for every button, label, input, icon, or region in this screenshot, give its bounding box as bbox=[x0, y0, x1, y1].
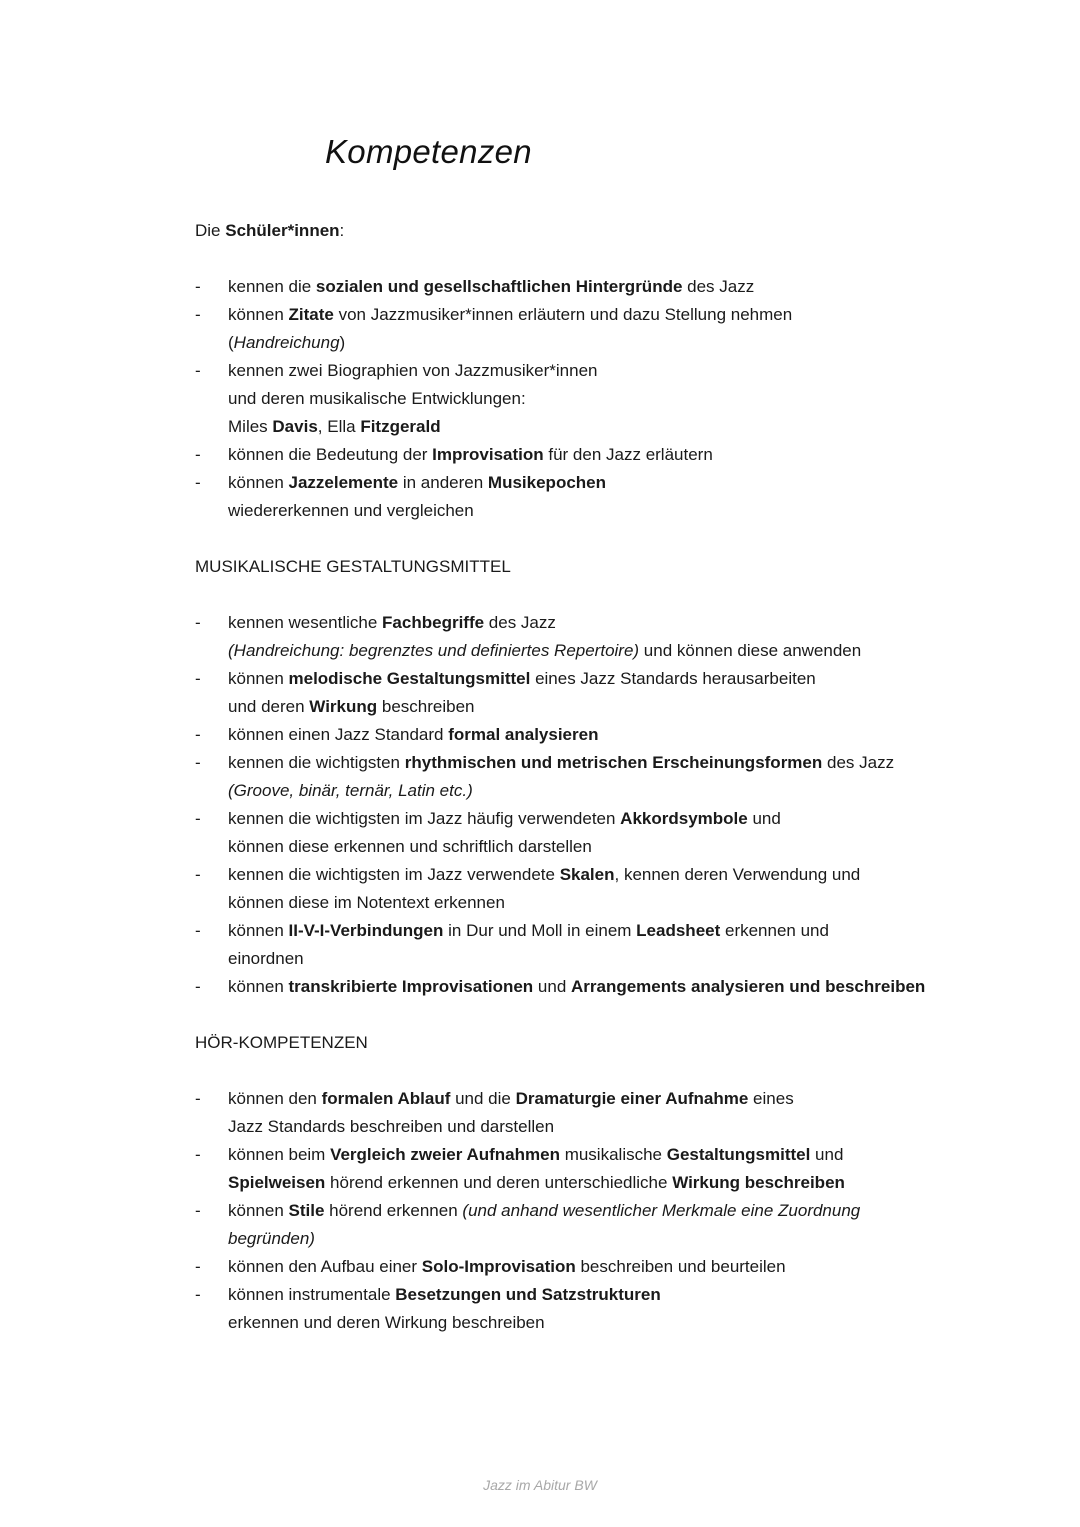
list-item-line bbox=[228, 639, 861, 663]
text-segment: Jazz Standards beschreiben und darstellen bbox=[228, 1117, 555, 1136]
text-segment: musikalische bbox=[559, 1145, 667, 1164]
emphasis-italic: (und anhand wesentlicher Merkmale eine Zuordnung bbox=[462, 1201, 861, 1220]
text-segment: und die bbox=[450, 1089, 516, 1108]
emphasis-bold: Akkordsymbole bbox=[620, 809, 748, 828]
text-segment: und deren bbox=[228, 697, 310, 716]
text-segment: beschreiben und beurteilen bbox=[575, 1257, 786, 1276]
emphasis-italic: Handreichung bbox=[233, 333, 340, 352]
text-segment: ( bbox=[228, 333, 234, 352]
bullet-dash: - bbox=[195, 921, 201, 940]
text-segment: erkennen und bbox=[720, 921, 829, 940]
text-segment: , Ella bbox=[317, 417, 361, 436]
text-segment: Miles bbox=[228, 417, 273, 436]
bullet-dash: - bbox=[195, 977, 201, 996]
text-segment: hörend erkennen und deren unterschiedliche bbox=[325, 1173, 673, 1192]
list-item-line bbox=[228, 975, 925, 999]
section-heading-musical-means: MUSIKALISCHE GESTALTUNGSMITTEL bbox=[195, 557, 511, 576]
text-segment: können diese im Notentext erkennen bbox=[228, 893, 505, 912]
emphasis-bold: Arrangements analysieren und beschreiben bbox=[571, 977, 926, 996]
emphasis-bold: Skalen bbox=[559, 865, 615, 884]
text-segment: und bbox=[810, 1145, 844, 1164]
page-title: Kompetenzen bbox=[325, 133, 532, 170]
list-item-line bbox=[228, 387, 526, 411]
intro-prefix: Die bbox=[195, 221, 226, 240]
text-segment: kennen die wichtigsten bbox=[228, 753, 405, 772]
bullet-dash: - bbox=[195, 865, 201, 884]
emphasis-italic: (Handreichung: begrenztes und definiertes Repertoire) bbox=[228, 641, 640, 660]
list-item-line bbox=[228, 1115, 554, 1139]
intro-subject: Schüler*innen bbox=[225, 221, 340, 240]
emphasis-bold: Wirkung beschreiben bbox=[672, 1173, 845, 1192]
bullet-dash: - bbox=[195, 305, 201, 324]
list-item-line bbox=[228, 359, 598, 383]
emphasis-bold: Gestaltungsmittel bbox=[666, 1145, 811, 1164]
text-segment: und bbox=[533, 977, 571, 996]
text-segment: des Jazz bbox=[822, 753, 895, 772]
emphasis-bold: Stile bbox=[288, 1201, 325, 1220]
text-segment: des Jazz bbox=[682, 277, 755, 296]
emphasis-bold: Vergleich zweier Aufnahmen bbox=[330, 1145, 560, 1164]
emphasis-bold: Improvisation bbox=[432, 445, 544, 464]
list-item-line bbox=[228, 835, 592, 859]
emphasis-italic: (Groove, binär, ternär, Latin etc.) bbox=[228, 781, 473, 800]
emphasis-bold: Jazzelemente bbox=[288, 473, 399, 492]
list-item-line bbox=[228, 1171, 845, 1195]
emphasis-bold: sozialen und gesellschaftlichen Hintergründe bbox=[315, 277, 683, 296]
text-segment: können bbox=[228, 921, 289, 940]
bullet-dash: - bbox=[195, 613, 201, 632]
emphasis-bold: II-V-I-Verbindungen bbox=[288, 921, 444, 940]
emphasis-bold: transkribierte Improvisationen bbox=[288, 977, 534, 996]
emphasis-bold: Leadsheet bbox=[636, 921, 721, 940]
list-item-line bbox=[228, 443, 713, 467]
bullet-dash: - bbox=[195, 277, 201, 296]
text-segment: und deren musikalische Entwicklungen: bbox=[228, 389, 526, 408]
text-segment: kennen zwei Biographien von Jazzmusiker*innen bbox=[228, 361, 598, 380]
emphasis-bold: rhythmischen und metrischen Erscheinungsformen bbox=[404, 753, 823, 772]
bullet-dash: - bbox=[195, 445, 201, 464]
emphasis-bold: Dramaturgie einer Aufnahme bbox=[515, 1089, 749, 1108]
text-segment: kennen die bbox=[228, 277, 316, 296]
text-segment: wiedererkennen und vergleichen bbox=[228, 501, 474, 520]
text-segment: und bbox=[747, 809, 781, 828]
text-segment: können bbox=[228, 977, 289, 996]
list-item-line bbox=[228, 723, 598, 747]
list-item-line bbox=[228, 303, 792, 327]
list-item-line bbox=[228, 1227, 315, 1251]
emphasis-bold: formal analysieren bbox=[448, 725, 599, 744]
intro-suffix: : bbox=[339, 221, 345, 240]
text-segment: des Jazz bbox=[484, 613, 556, 632]
list-item-line bbox=[228, 807, 781, 831]
bullet-dash: - bbox=[195, 361, 201, 380]
text-segment: können diese erkennen und schriftlich darstellen bbox=[228, 837, 592, 856]
emphasis-bold: Musikepochen bbox=[487, 473, 607, 492]
text-segment: können die Bedeutung der bbox=[228, 445, 433, 464]
text-segment: erkennen und deren Wirkung beschreiben bbox=[228, 1313, 545, 1332]
text-segment: in Dur und Moll in einem bbox=[443, 921, 637, 940]
emphasis-bold: Solo-Improvisation bbox=[421, 1257, 576, 1276]
bullet-dash: - bbox=[195, 753, 201, 772]
text-segment: und können diese anwenden bbox=[639, 641, 862, 660]
text-segment: können beim bbox=[228, 1145, 331, 1164]
list-item-line bbox=[228, 695, 474, 719]
emphasis-bold: Wirkung bbox=[309, 697, 378, 716]
list-item-line bbox=[228, 415, 441, 439]
emphasis-bold: Fitzgerald bbox=[360, 417, 441, 436]
emphasis-italic: begründen) bbox=[228, 1229, 315, 1248]
emphasis-bold: Besetzungen und Satzstrukturen bbox=[395, 1285, 661, 1304]
emphasis-bold: Davis bbox=[272, 417, 318, 436]
text-segment: ) bbox=[339, 333, 346, 352]
bullet-dash: - bbox=[195, 1089, 201, 1108]
bullet-dash: - bbox=[195, 1285, 201, 1304]
text-segment: können instrumentale bbox=[228, 1285, 396, 1304]
emphasis-bold: formalen Ablauf bbox=[321, 1089, 451, 1108]
list-item-line bbox=[228, 275, 754, 299]
text-segment: eines Jazz Standards herausarbeiten bbox=[530, 669, 816, 688]
text-segment: beschreiben bbox=[377, 697, 475, 716]
text-segment: kennen die wichtigsten im Jazz häufig verwendeten bbox=[228, 809, 621, 828]
text-segment: , kennen deren Verwendung und bbox=[614, 865, 861, 884]
text-segment: eines bbox=[748, 1089, 794, 1108]
list-item-line bbox=[228, 499, 474, 523]
text-segment: in anderen bbox=[398, 473, 488, 492]
bullet-dash: - bbox=[195, 1201, 201, 1220]
bullet-dash: - bbox=[195, 1145, 201, 1164]
list-item-line bbox=[228, 779, 473, 803]
emphasis-bold: Fachbegriffe bbox=[382, 613, 485, 632]
emphasis-bold: Spielweisen bbox=[228, 1173, 326, 1192]
list-item-line bbox=[228, 891, 505, 915]
list-item-line bbox=[228, 611, 556, 635]
list-item-line bbox=[228, 1255, 786, 1279]
bullet-dash: - bbox=[195, 1257, 201, 1276]
text-segment: können bbox=[228, 473, 289, 492]
text-segment: können den Aufbau einer bbox=[228, 1257, 422, 1276]
list-item-line bbox=[228, 751, 894, 775]
emphasis-bold: melodische Gestaltungsmittel bbox=[288, 669, 531, 688]
text-segment: von Jazzmusiker*innen erläutern und dazu Stellung nehmen bbox=[333, 305, 793, 324]
text-segment: kennen wesentliche bbox=[228, 613, 383, 632]
list-item-line bbox=[228, 667, 816, 691]
bullet-dash: - bbox=[195, 725, 201, 744]
text-segment: können den bbox=[228, 1089, 322, 1108]
intro-line bbox=[195, 219, 344, 243]
text-segment: kennen die wichtigsten im Jazz verwendete bbox=[228, 865, 560, 884]
list-item-line bbox=[228, 1199, 860, 1223]
text-segment: können einen Jazz Standard bbox=[228, 725, 449, 744]
list-item-line bbox=[228, 863, 860, 887]
text-segment: können bbox=[228, 669, 289, 688]
section-heading-listening: HÖR-KOMPETENZEN bbox=[195, 1033, 368, 1052]
text-segment: hörend erkennen bbox=[324, 1201, 463, 1220]
list-item-line bbox=[228, 1143, 843, 1167]
text-segment: können bbox=[228, 305, 289, 324]
list-item-line bbox=[228, 471, 606, 495]
bullet-dash: - bbox=[195, 809, 201, 828]
emphasis-bold: Zitate bbox=[288, 305, 334, 324]
list-item-line bbox=[228, 331, 345, 355]
list-item-line bbox=[228, 1087, 794, 1111]
list-item-line bbox=[228, 1283, 661, 1307]
list-item-line bbox=[228, 947, 304, 971]
text-segment: einordnen bbox=[228, 949, 304, 968]
text-segment: für den Jazz erläutern bbox=[543, 445, 713, 464]
list-item-line bbox=[228, 919, 829, 943]
bullet-dash: - bbox=[195, 669, 201, 688]
page-footer: Jazz im Abitur BW bbox=[483, 1477, 597, 1493]
list-item-line bbox=[228, 1311, 545, 1335]
bullet-dash: - bbox=[195, 473, 201, 492]
text-segment: können bbox=[228, 1201, 289, 1220]
